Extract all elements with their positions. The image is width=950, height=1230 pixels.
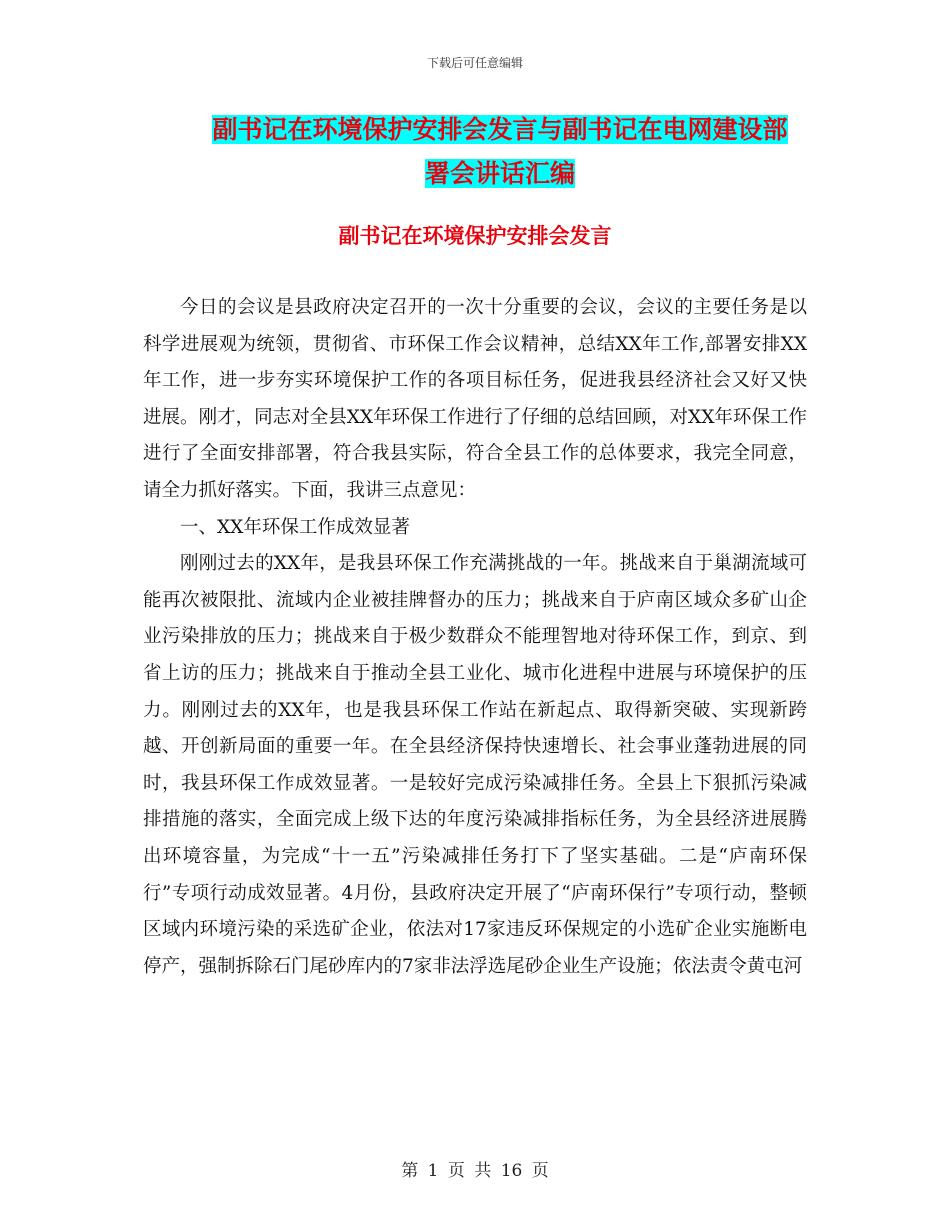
paragraph-main: 刚刚过去的XX年，是我县环保工作充满挑战的一年。挑战来自于巢湖流域可能再次被限批、流域内企业被挂牌督办的压力；挑战来自于庐南区域众多矿山企业污染排放的压力；挑战来自于极少数群众不能理智地对待环保工作，到京、到省上访的压力；挑战来自于推动全县工业化、城市化进程中进展与环境保护的压力。刚刚过去的XX年，也是我县环保工作站在新起点、取得新突破、实现新跨越、开创新局面的重要一年。在全县经济保持快速增长、社会事业蓬勃进展的同时，我县环保工作成效显著。一是较好完成污染减排任务。全县上下狠抓污染减排措施的落实，全面完成上级下达的年度污染减排指标任务，为全县经济进展腾出环境容量，为完成“十一五”污染减排任务打下了坚实基础。二是“庐南环保行”专项行动成效显著。4月份，县政府决定开展了“庐南环保行”专项行动，整顿区域内环境污染的采选矿企业，依法对17家违反环保规定的小选矿企业实施断电停产，强制拆除石门尾砂库内的7家非法浮选尾砂企业生产设施；依法责令黄屯河 [143,553,807,977]
title-line-2: 署会讲话汇编 [424,159,575,188]
paragraph-heading-1: 一、XX年环保工作成效显著 [180,516,410,538]
title-line-1: 副书记在环境保护安排会发言与副书记在电网建设部 [212,115,788,144]
paragraph-intro: 今日的会议是县政府决定召开的一次十分重要的会议，会议的主要任务是以科学进展观为统领，贯彻省、市环保工作会议精神，总结XX年工作,部署安排XX年工作，进一步夯实环境保护工作的各项目标任务，促进我县经济社会又好又快进展。刚才，同志对全县XX年环保工作进行了仔细的总结回顾，对XX年环保工作进行了全面安排部署，符合我县实际，符合全县工作的总体要求，我完全同意，请全力抓好落实。下面，我讲三点意见： [143,297,807,501]
header-note: 下载后可任意编辑 [426,56,523,70]
body-text [143,290,807,985]
page-number-footer: 第 1 页 共 16 页 [401,1161,549,1181]
document-title [140,108,860,196]
section-title: 副书记在环境保护安排会发言 [338,223,612,248]
